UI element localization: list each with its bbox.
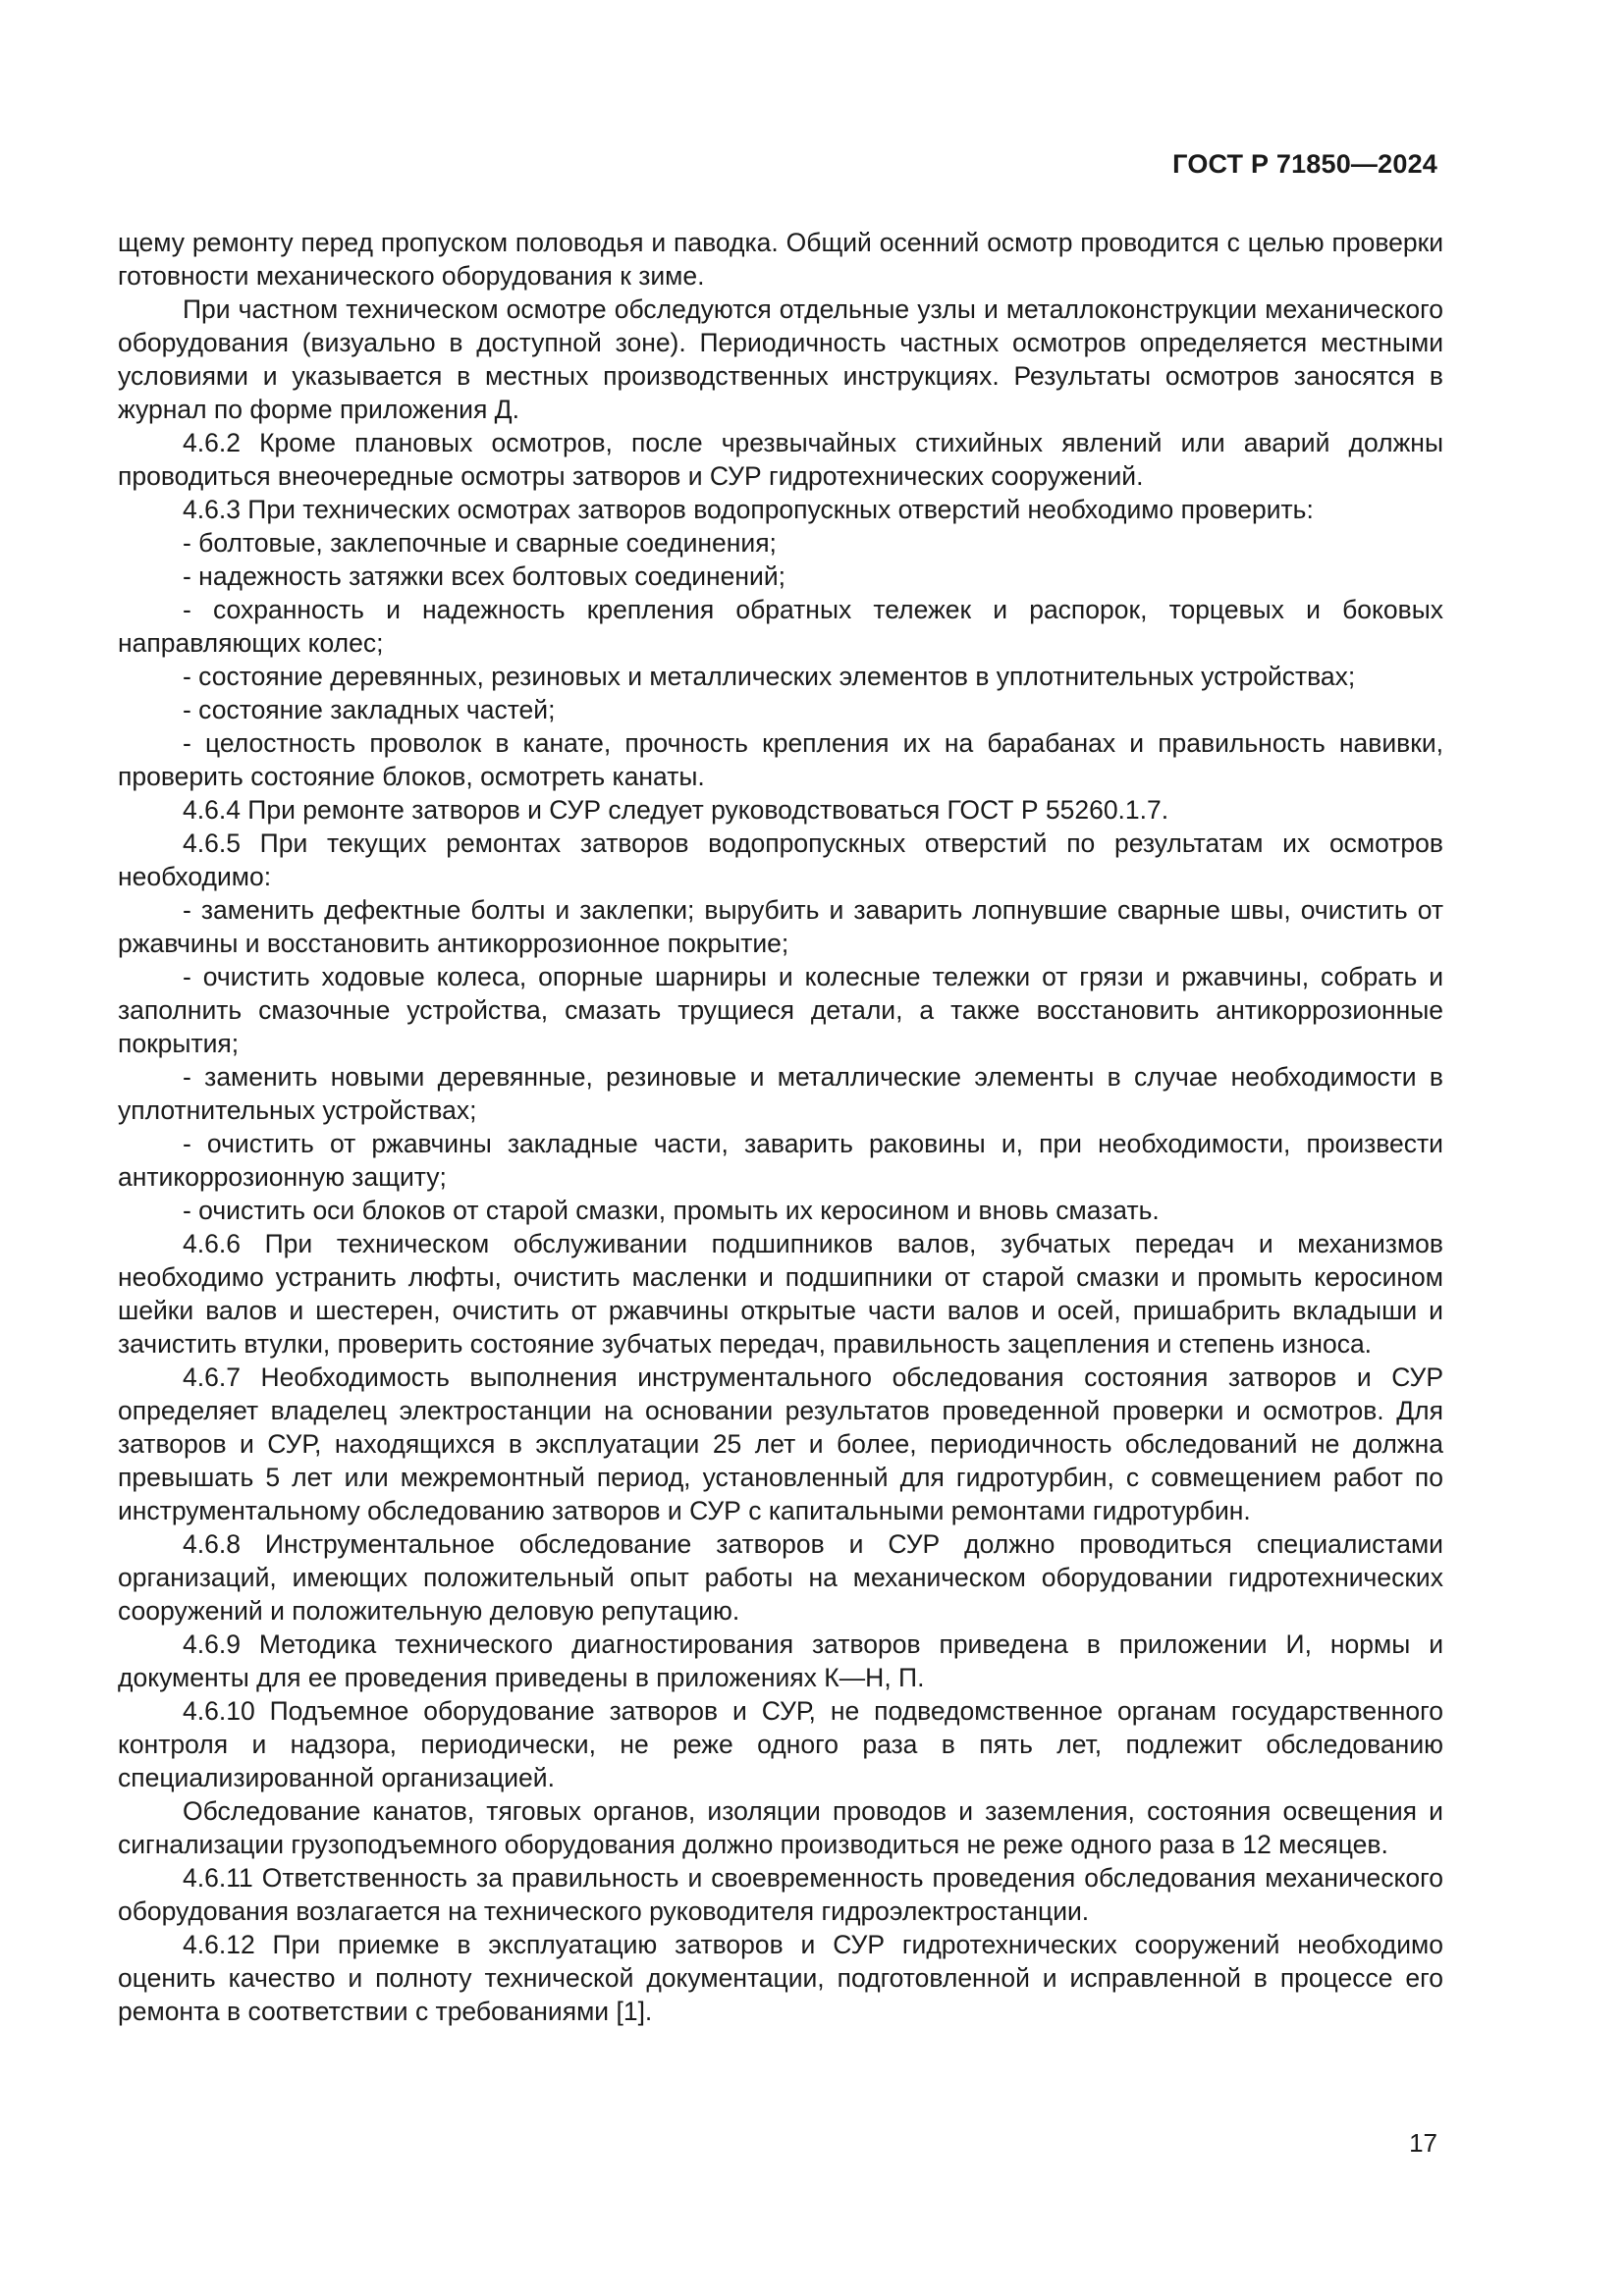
- paragraph: 4.6.9 Методика технического диагностирования затворов приведена в приложении И, нормы и документы для ее проведения приведены в приложениях К—Н, П.: [118, 1629, 1443, 1692]
- list-item: - состояние деревянных, резиновых и металлических элементов в уплотнительных устройствах;: [183, 662, 1356, 691]
- list-item: - очистить оси блоков от старой смазки, промыть их керосином и вновь смазать.: [183, 1196, 1160, 1225]
- body-text: [118, 226, 1443, 2028]
- paragraph: 4.6.3 При технических осмотрах затворов водопропускных отверстий необходимо проверить:: [183, 495, 1314, 524]
- document-standard-id: ГОСТ Р 71850—2024: [1172, 149, 1437, 179]
- paragraph: 4.6.8 Инструментальное обследование затворов и СУР должно проводиться специалистами организаций, имеющих положительный опыт работы на механическом оборудовании гидротехнических сооружений и положительную деловую репутацию.: [118, 1529, 1443, 1626]
- list-item: - надежность затяжки всех болтовых соединений;: [183, 561, 785, 591]
- list-item: - сохранность и надежность крепления обратных тележек и распорок, торцевых и боковых направляющих колес;: [118, 595, 1443, 658]
- list-item: - болтовые, заклепочные и сварные соединения;: [183, 528, 777, 558]
- list-item: - заменить новыми деревянные, резиновые и металлические элементы в случае необходимости в уплотнительных устройствах;: [118, 1062, 1443, 1125]
- list-item: - очистить ходовые колеса, опорные шарниры и колесные тележки от грязи и ржавчины, собрать и заполнить смазочные устройства, смазать трущиеся детали, а также восстановить антикоррозионные покрытия;: [118, 962, 1443, 1058]
- list-item: - целостность проволок в канате, прочность крепления их на барабанах и правильность навивки, проверить состояние блоков, осмотреть канаты.: [118, 728, 1443, 791]
- paragraph: 4.6.10 Подъемное оборудование затворов и СУР, не подведомственное органам государственного контроля и надзора, периодически, не реже одного раза в пять лет, подлежит обследованию специализированной организацией.: [118, 1696, 1443, 1792]
- paragraph: 4.6.6 При техническом обслуживании подшипников валов, зубчатых передач и механизмов необходимо устранить люфты, очистить масленки и подшипники от старой смазки и промыть керосином шейки валов и шестерен, очистить от ржавчины открытые части валов и осей, пришабрить вкладыши и зачистить втулки, проверить состояние зубчатых передач, правильность зацепления и степень износа.: [118, 1229, 1443, 1359]
- list-item: - состояние закладных частей;: [183, 695, 556, 724]
- list-item: - заменить дефектные болты и заклепки; вырубить и заварить лопнувшие сварные швы, очистить от ржавчины и восстановить антикоррозионное покрытие;: [118, 895, 1443, 958]
- page-number: 17: [1409, 2128, 1437, 2158]
- paragraph: 4.6.11 Ответственность за правильность и своевременность проведения обследования механического оборудования возлагается на технического руководителя гидроэлектростанции.: [118, 1863, 1443, 1926]
- paragraph: 4.6.5 При текущих ремонтах затворов водопропускных отверстий по результатам их осмотров необходимо:: [118, 828, 1443, 891]
- paragraph: 4.6.7 Необходимость выполнения инструментального обследования состояния затворов и СУР определяет владелец электростанции на основании результатов проведенной проверки и осмотров. Для затворов и СУР, находящихся в эксплуатации 25 лет и более, периодичность обследований не должна превышать 5 лет или межремонтный период, установленный для гидротурбин, с совмещением работ по инструментальному обследованию затворов и СУР с капитальными ремонтами гидротурбин.: [118, 1362, 1443, 1525]
- list-item: - очистить от ржавчины закладные части, заварить раковины и, при необходимости, произвести антикоррозионную защиту;: [118, 1129, 1443, 1192]
- paragraph: 4.6.12 При приемке в эксплуатацию затворов и СУР гидротехнических сооружений необходимо оценить качество и полноту технической документации, подготовленной и исправленной в процессе его ремонта в соответствии с требованиями [1].: [118, 1930, 1443, 2026]
- paragraph: 4.6.4 При ремонте затворов и СУР следует руководствоваться ГОСТ Р 55260.1.7.: [183, 795, 1169, 825]
- paragraph: щему ремонту перед пропуском половодья и паводка. Общий осенний осмотр проводится с целью проверки готовности механического оборудования к зиме.: [118, 228, 1443, 291]
- paragraph: Обследование канатов, тяговых органов, изоляции проводов и заземления, состояния освещения и сигнализации грузоподъемного оборудования должно производиться не реже одного раза в 12 месяцев.: [118, 1796, 1443, 1859]
- paragraph: 4.6.2 Кроме плановых осмотров, после чрезвычайных стихийных явлений или аварий должны проводиться внеочередные осмотры затворов и СУР гидротехнических сооружений.: [118, 428, 1443, 491]
- paragraph: При частном техническом осмотре обследуются отдельные узлы и металлоконструкции механического оборудования (визуально в доступной зоне). Периодичность частных осмотров определяется местными условиями и указывается в местных производственных инструкциях. Результаты осмотров заносятся в журнал по форме приложения Д.: [118, 294, 1443, 424]
